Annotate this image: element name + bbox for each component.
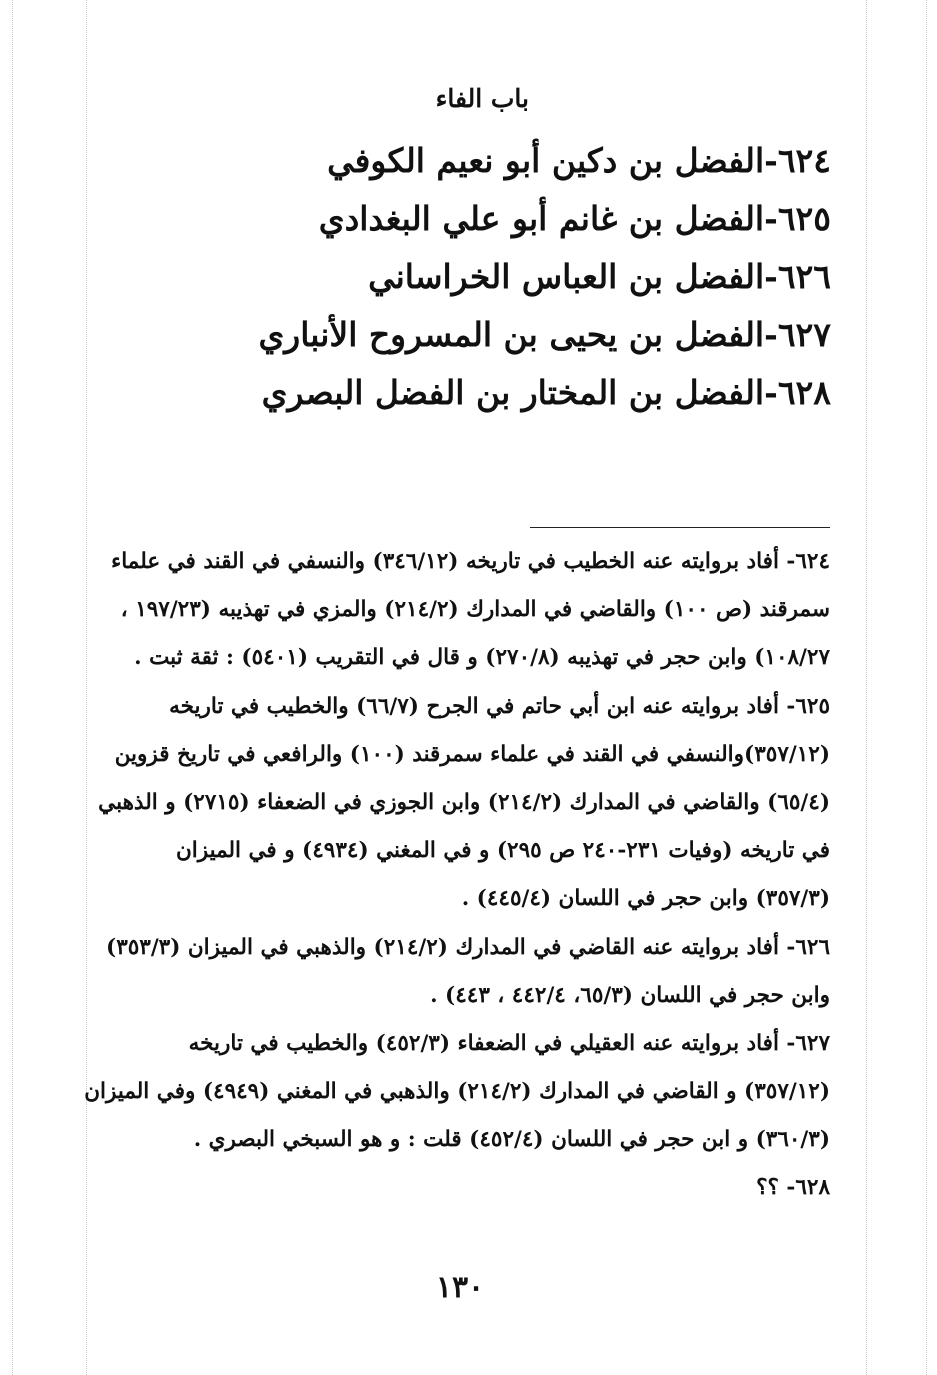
scan-edge-left-outer xyxy=(12,0,13,1375)
footnote-line: ٦٢٤- أفاد بروايته عنه الخطيب في تاريخه (٣٤٦/١٢) والنسفي في القند في علماء xyxy=(111,549,830,574)
scan-edge-left-inner xyxy=(86,0,87,1375)
scan-edge-right-inner xyxy=(866,0,867,1375)
entry-627: ٦٢٧-الفضل بن يحيى بن المسروح الأنباري xyxy=(258,315,831,354)
footnote-separator xyxy=(530,527,830,528)
footnote-line: في تاريخه (وفيات ٢٣١-٢٤٠ ص ٢٩٥) و في المغني (٤٩٣٤) و في الميزان xyxy=(175,838,830,864)
entry-626: ٦٢٦-الفضل بن العباس الخراساني xyxy=(368,257,831,296)
footnote-line: ٦٢٨- ؟؟ xyxy=(756,1175,830,1201)
footnote-line: (٣٥٧/٣) وابن حجر في اللسان (٤٤٥/٤) . xyxy=(461,886,830,912)
scan-edge-right-outer xyxy=(926,0,927,1375)
footnote-line: ٦٢٦- أفاد بروايته عنه القاضي في المدارك (٢١٤/٢) والذهبي في الميزان (٣٥٣/٣) xyxy=(106,934,830,960)
entry-625: ٦٢٥-الفضل بن غانم أبو علي البغدادي xyxy=(318,199,831,238)
footnote-line: (٣٥٧/١٢)والنسفي في القند في علماء سمرقند (١٠٠) والرافعي في تاريخ قزوين xyxy=(114,741,830,767)
entry-628: ٦٢٨-الفضل بن المختار بن الفضل البصري xyxy=(261,373,831,412)
footnote-line: (٣٦٠/٣) و ابن حجر في اللسان (٤٥٢/٤) قلت : و هو السبخي البصري . xyxy=(193,1127,830,1153)
footnote-line: ١٠٨/٢٧) وابن حجر في تهذيبه (٢٧٠/٨) و قال في التقريب (٥٤٠١) : ثقة ثبت . xyxy=(134,645,830,671)
footnote-line: ٦٢٥- أفاد بروايته عنه ابن أبي حاتم في الجرح (٦٦/٧) والخطيب في تاريخه xyxy=(169,693,830,719)
footnote-line: (٣٥٧/١٢) و القاضي في المدارك (٢١٤/٢) والذهبي في المغني (٤٩٤٩) وفي الميزان xyxy=(84,1079,830,1105)
footnote-line: سمرقند (ص ١٠٠) والقاضي في المدارك (٢١٤/٢) والمزي في تهذيبه (١٩٧/٢٣ ، xyxy=(120,597,830,623)
chapter-title: باب الفاء xyxy=(435,84,529,113)
page-number: ١٣٠ xyxy=(435,1270,485,1305)
footnote-line: (٦٥/٤) والقاضي في المدارك (٢١٤/٢) وابن الجوزي في الضعفاء (٢٧١٥) و الذهبي xyxy=(98,789,830,815)
footnote-line: ٦٢٧- أفاد بروايته عنه العقيلي في الضعفاء (٤٥٢/٣) والخطيب في تاريخه xyxy=(188,1030,830,1056)
footnote-line: وابن حجر في اللسان (٦٥/٣، ٤٤٢/٤ ، ٤٤٣) . xyxy=(430,982,830,1008)
entry-624: ٦٢٤-الفضل بن دكين أبو نعيم الكوفي xyxy=(327,141,831,180)
footnotes xyxy=(84,540,830,1215)
entry-list xyxy=(258,136,831,426)
